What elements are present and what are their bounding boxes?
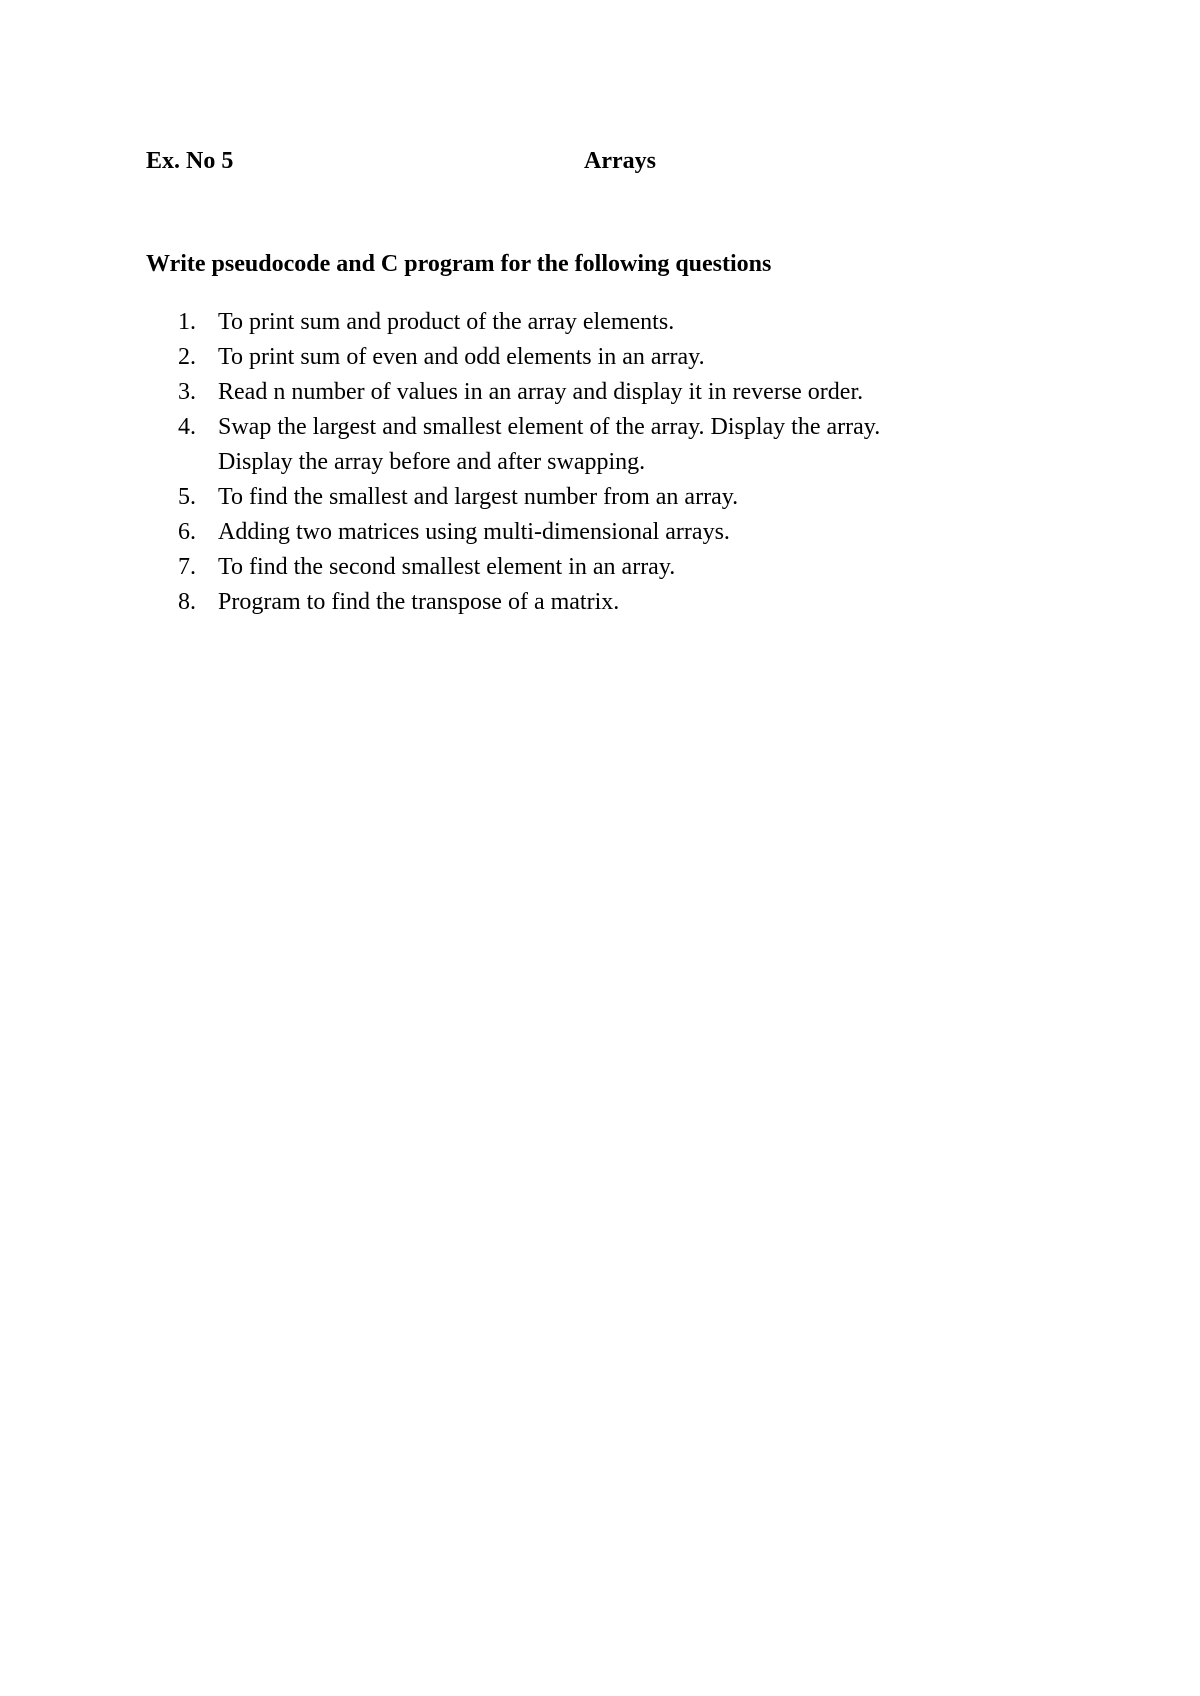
question-number: 4. <box>178 414 196 440</box>
question-number: 1. <box>178 309 196 335</box>
question-number: 6. <box>178 519 196 545</box>
question-list <box>178 305 1078 620</box>
question-text: To find the smallest and largest number from an array. <box>218 484 739 510</box>
question-text: To find the second smallest element in an array. <box>218 554 676 580</box>
question-text: Swap the largest and smallest element of the array. Display the array. <box>218 414 881 440</box>
question-item <box>178 375 1078 410</box>
question-text: To print sum of even and odd elements in an array. <box>218 344 705 370</box>
question-item <box>178 480 1078 515</box>
question-text-continuation: Display the array before and after swapping. <box>218 449 646 475</box>
question-item <box>178 550 1078 585</box>
question-number: 8. <box>178 589 196 615</box>
question-number: 3. <box>178 379 196 405</box>
question-text: To print sum and product of the array elements. <box>218 309 675 335</box>
instruction-heading: Write pseudocode and C program for the following questions <box>146 251 772 277</box>
question-text: Adding two matrices using multi-dimensional arrays. <box>218 519 730 545</box>
page-title: Arrays <box>584 148 656 174</box>
question-item <box>178 305 1078 340</box>
question-text: Read n number of values in an array and display it in reverse order. <box>218 379 864 405</box>
question-number: 7. <box>178 554 196 580</box>
question-number: 2. <box>178 344 196 370</box>
question-number: 5. <box>178 484 196 510</box>
exercise-number: Ex. No 5 <box>146 148 234 174</box>
document-header <box>146 148 1046 184</box>
question-item <box>178 340 1078 375</box>
question-item <box>178 410 1078 480</box>
question-item <box>178 515 1078 550</box>
question-item <box>178 585 1078 620</box>
question-text: Program to find the transpose of a matrix. <box>218 589 620 615</box>
